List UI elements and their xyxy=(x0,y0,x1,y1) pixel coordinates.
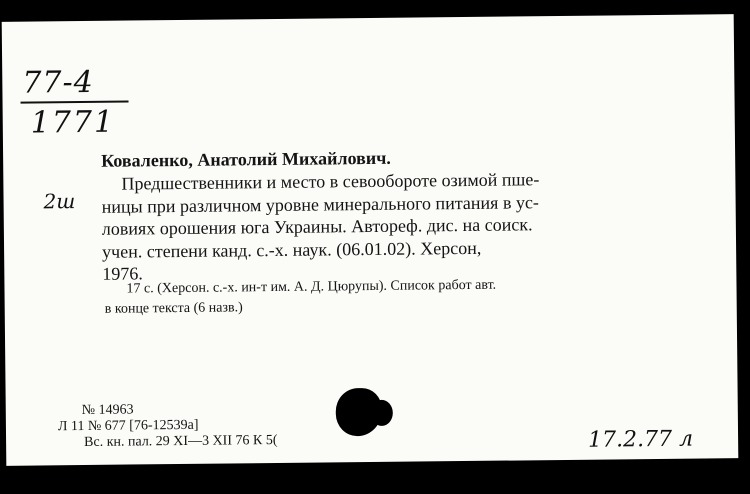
description-line: 1976. xyxy=(102,263,143,284)
tracing-block xyxy=(58,401,278,451)
description-line: Предшественники и место в севообороте озимой пше- xyxy=(121,169,540,194)
call-number-divider xyxy=(21,101,129,104)
tracing-line: Л 11 № 677 [76-12539а] xyxy=(57,417,199,435)
margin-handwritten-mark: 2ш xyxy=(43,189,76,214)
ink-blot xyxy=(371,400,393,426)
description-line: ловиях орошения юга Украины. Автореф. дис. на соиск. xyxy=(101,214,533,239)
handwritten-date: 17.2.77 л xyxy=(587,426,694,453)
physical-line: в конце текста (6 назв.) xyxy=(104,300,243,317)
call-number-bottom: 1771 xyxy=(30,104,116,141)
author-heading: Коваленко, Анатолий Михайлович. xyxy=(101,147,391,171)
physical-description xyxy=(104,276,496,320)
call-number-top: 77-4 xyxy=(22,64,94,101)
tracing-line: Вс. кн. пал. 29 XI—3 XII 76 К 5( xyxy=(84,432,278,451)
physical-line: 17 с. (Херсон. с.-х. ин-т им. А. Д. Цюрупы). Список работ авт. xyxy=(126,277,497,297)
catalog-card xyxy=(2,14,739,466)
description-block xyxy=(101,168,540,285)
description-line: учен. степени канд. с.-х. наук. (06.01.02). Херсон, xyxy=(101,237,482,262)
description-line: ницы при различном уровне минерального питания в ус- xyxy=(101,191,539,217)
tracing-line: № 14963 xyxy=(81,402,134,419)
